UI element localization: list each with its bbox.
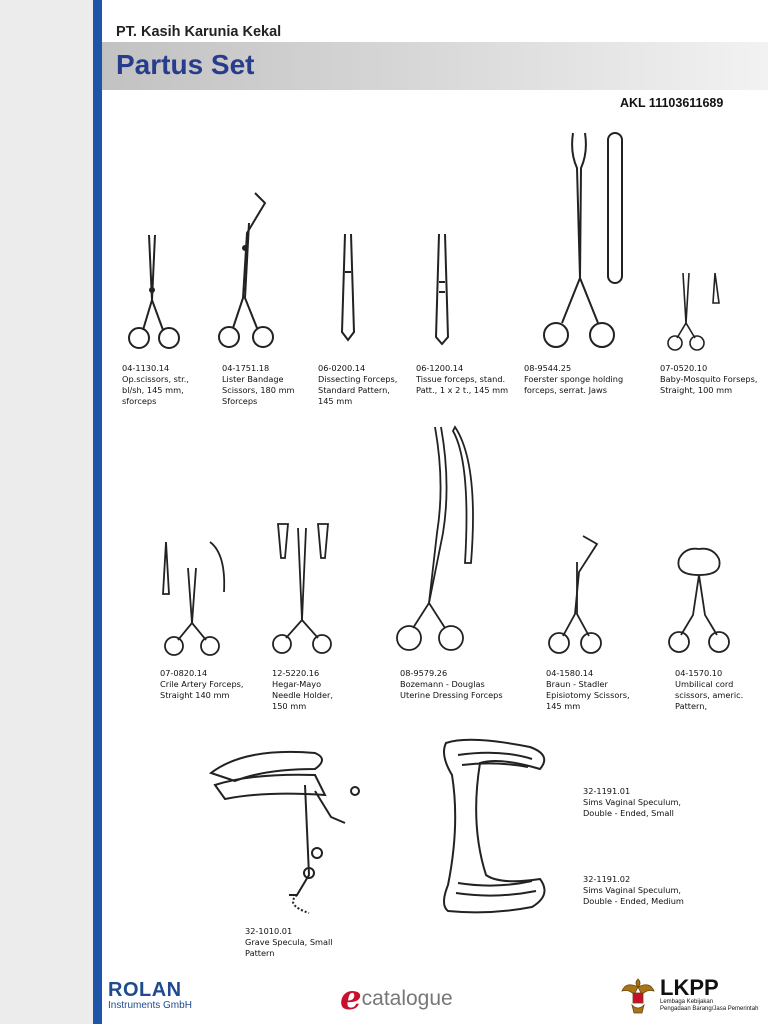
- sims-speculum-icon: [440, 735, 560, 925]
- company-name: PT. Kasih Karunia Kekal: [116, 24, 282, 40]
- baby-mosquito-icon: [665, 268, 725, 353]
- grave-specula-icon: [205, 745, 365, 925]
- item-sims-speculum-medium-label: 32-1191.02 Sims Vaginal Speculum, Double - Ended, Medium: [583, 874, 684, 906]
- item-braun-scissors-label: 04-1580.14 Braun - Stadler Episiotomy Scissors, 145 mm: [546, 668, 630, 711]
- item-umbilical-scissors-label: 04-1570.10 Umbilical cord scissors, americ. Pattern,: [675, 668, 744, 711]
- garuda-emblem-icon: [620, 975, 656, 1015]
- lkpp-logo: LKPP Lembaga Kebijakan Pengadaan Barang/Jasa Pemerintah: [620, 975, 656, 1020]
- item-bozemann-forceps-label: 08-9579.26 Bozemann - Douglas Uterine Dressing Forceps: [400, 668, 503, 700]
- item-baby-mosquito-label: 07-0520.10 Baby-Mosquito Forseps, Straight, 100 mm: [660, 363, 758, 395]
- crile-forceps-icon: [160, 538, 240, 658]
- item-foerster-forceps-label: 08-9544.25 Foerster sponge holding forceps, serrat. Jaws: [524, 363, 624, 395]
- dissecting-forceps-icon: [338, 232, 358, 342]
- op-scissors-icon: [125, 230, 185, 355]
- item-needle-holder-label: 12-5220.16 Hegar-Mayo Needle Holder, 150 mm: [272, 668, 333, 711]
- rolan-logo: ROLAN Instruments GmbH: [108, 979, 192, 1011]
- item-op-scissors-label: 04-1130.14 Op.scissors, str., bl/sh, 145 mm, sforceps: [122, 363, 189, 406]
- left-gray-band: [0, 0, 93, 1024]
- item-sims-speculum-small-label: 32-1191.01 Sims Vaginal Speculum, Double - Ended, Small: [583, 786, 682, 818]
- umbilical-scissors-icon: [665, 545, 735, 657]
- foerster-forceps-icon: [540, 128, 640, 356]
- item-lister-scissors-label: 04-1751.18 Lister Bandage Scissors, 180 mm Sforceps: [222, 363, 295, 406]
- title-band: [102, 42, 768, 90]
- item-tissue-forceps-label: 06-1200.14 Tissue forceps, stand. Patt., 1 x 2 t., 145 mm: [416, 363, 509, 395]
- braun-scissors-icon: [545, 532, 605, 657]
- lister-scissors-icon: [215, 188, 285, 355]
- left-blue-bar: [93, 0, 102, 1024]
- tissue-forceps-icon: [432, 232, 452, 347]
- page-title: Partus Set: [116, 49, 255, 80]
- bozemann-forceps-icon: [393, 423, 493, 658]
- item-grave-specula-label: 32-1010.01 Grave Specula, Small Pattern: [245, 926, 333, 958]
- item-crile-forceps-label: 07-0820.14 Crile Artery Forceps, Straight 140 mm: [160, 668, 244, 700]
- item-dissecting-forceps-label: 06-0200.14 Dissecting Forceps, Standard Pattern, 145 mm: [318, 363, 398, 406]
- needle-holder-icon: [270, 520, 340, 658]
- ecatalogue-logo: ecatalogue: [340, 978, 453, 1018]
- akl-number: AKL 11103611689: [620, 96, 724, 110]
